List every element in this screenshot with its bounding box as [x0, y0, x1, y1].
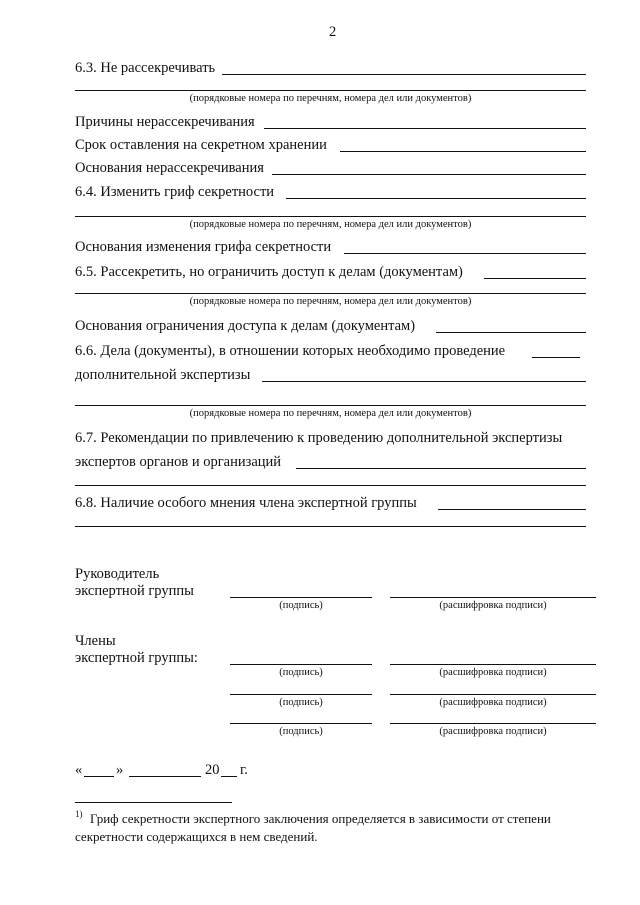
section-6-6-field-a[interactable] [532, 357, 580, 358]
section-6-3-label: 6.3. Не рассекречивать [75, 60, 216, 76]
head-label-line1: Руководитель [75, 566, 160, 582]
member1-signature-field[interactable] [230, 664, 372, 665]
section-6-5-label: 6.5. Рассекретить, но ограничить доступ к делам (документам) [75, 264, 463, 280]
footnote-separator [75, 802, 232, 803]
caption-numbers-6-5: (порядковые номера по перечням, номера дел или документов) [189, 296, 472, 307]
footnote-marker: 1) [75, 809, 83, 819]
section-6-7-line2: экспертов органов и организаций [75, 454, 282, 470]
member1-signature-caption: (подпись) [279, 667, 323, 678]
member2-decode-field[interactable] [390, 694, 596, 695]
page-number: 2 [329, 24, 337, 40]
section-6-7-field[interactable] [296, 468, 586, 469]
section-6-4-field[interactable] [286, 198, 586, 199]
section-6-4-label: 6.4. Изменить гриф секретности [75, 184, 275, 200]
secret-storage-term-field[interactable] [340, 151, 586, 152]
members-label-line1: Члены [75, 633, 116, 649]
date-close-quote: » [116, 762, 124, 778]
date-month-field[interactable] [129, 776, 201, 777]
section-6-3-field-line2[interactable] [75, 90, 586, 91]
section-6-6-line1: 6.6. Дела (документы), в отношении которых необходимо проведение [75, 343, 506, 359]
grounds-not-declassify-label: Основания нерассекречивания [75, 160, 264, 176]
secret-storage-term-label: Срок оставления на секретном хранении [75, 137, 327, 153]
head-decode-caption: (расшифровка подписи) [439, 600, 547, 611]
section-6-8-field[interactable] [438, 509, 586, 510]
head-signature-field[interactable] [230, 597, 372, 598]
section-6-4-field-line2[interactable] [75, 216, 586, 217]
date-day-field[interactable] [84, 776, 114, 777]
members-label-line2: экспертной группы: [75, 650, 198, 666]
date-open-quote: « [75, 762, 83, 778]
member1-decode-field[interactable] [390, 664, 596, 665]
member3-signature-field[interactable] [230, 723, 372, 724]
section-6-7-field-line2[interactable] [75, 485, 586, 486]
section-6-6-field-b[interactable] [262, 381, 586, 382]
head-label-line2: экспертной группы [75, 583, 194, 599]
section-6-3-field[interactable] [222, 74, 586, 75]
section-6-6-field-line3[interactable] [75, 405, 586, 406]
date-year-suffix: г. [240, 762, 248, 778]
date-year-field[interactable] [221, 776, 237, 777]
section-6-8-label: 6.8. Наличие особого мнения члена экспертной группы [75, 495, 417, 511]
section-6-5-field-line2[interactable] [75, 293, 586, 294]
caption-numbers-6-3: (порядковые номера по перечням, номера дел или документов) [189, 93, 472, 104]
footnote-line1: Гриф секретности экспертного заключения определяется в зависимости от степени [90, 811, 551, 826]
member2-decode-caption: (расшифровка подписи) [439, 697, 547, 708]
member3-decode-field[interactable] [390, 723, 596, 724]
section-6-7-line1: 6.7. Рекомендации по привлечению к проведению дополнительной экспертизы [75, 430, 563, 446]
grounds-not-declassify-field[interactable] [272, 174, 586, 175]
grounds-change-classification-label: Основания изменения грифа секретности [75, 239, 332, 255]
member3-signature-caption: (подпись) [279, 726, 323, 737]
section-6-5-field[interactable] [484, 278, 586, 279]
caption-numbers-6-6: (порядковые номера по перечням, номера дел или документов) [189, 408, 472, 419]
grounds-access-limit-field[interactable] [436, 332, 586, 333]
section-6-8-field-line2[interactable] [75, 526, 586, 527]
grounds-change-classification-field[interactable] [344, 253, 586, 254]
reasons-not-declassify-label: Причины нерассекречивания [75, 114, 255, 130]
footnote-line2: секретности содержащихся в нем сведений. [75, 829, 318, 844]
grounds-access-limit-label: Основания ограничения доступа к делам (документам) [75, 318, 416, 334]
member1-decode-caption: (расшифровка подписи) [439, 667, 547, 678]
date-year-prefix: 20 [205, 762, 220, 778]
reasons-not-declassify-field[interactable] [264, 128, 586, 129]
section-6-6-line2: дополнительной экспертизы [75, 367, 251, 383]
member2-signature-field[interactable] [230, 694, 372, 695]
member3-decode-caption: (расшифровка подписи) [439, 726, 547, 737]
head-decode-field[interactable] [390, 597, 596, 598]
caption-numbers-6-4: (порядковые номера по перечням, номера дел или документов) [189, 219, 472, 230]
head-signature-caption: (подпись) [279, 600, 323, 611]
member2-signature-caption: (подпись) [279, 697, 323, 708]
